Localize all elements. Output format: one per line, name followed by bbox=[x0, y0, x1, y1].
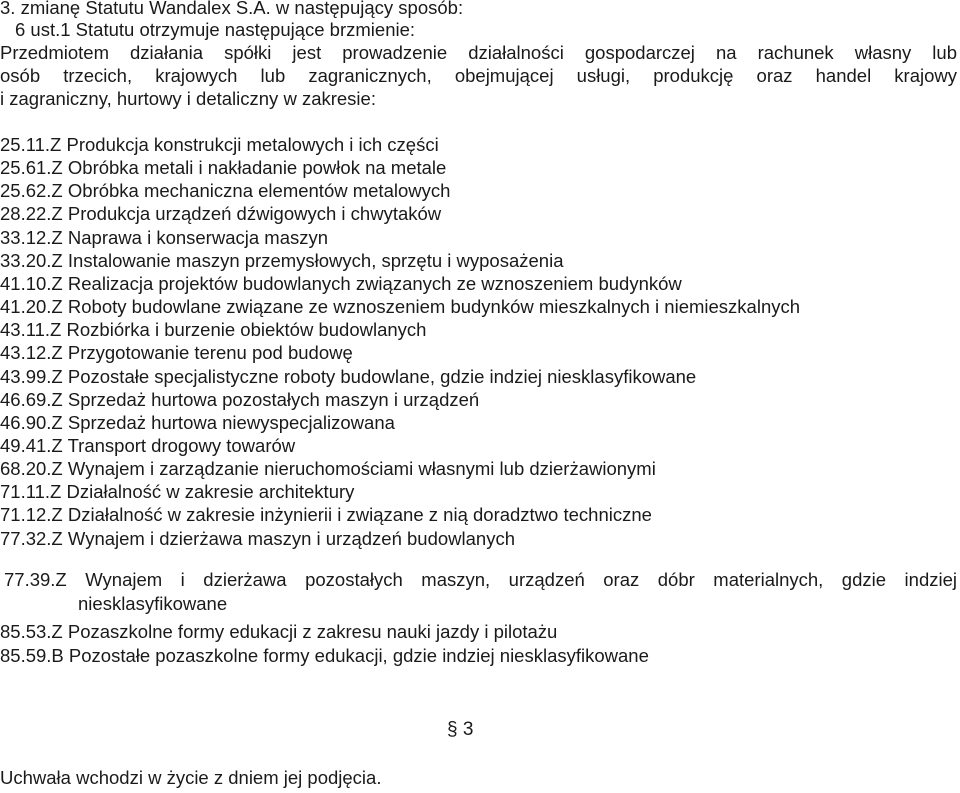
paragraph-line-1: Przedmiotem działania spółki jest prowadzenie działalności gospodarczej na rachunek własny lub bbox=[0, 42, 957, 63]
pkd-code: 77.32.Z bbox=[0, 527, 63, 549]
pkd-item-7739-line-2: niesklasyfikowane bbox=[78, 593, 228, 614]
pkd-code: 41.20.Z bbox=[0, 296, 63, 318]
pkd-description: Produkcja konstrukcji metalowych i ich części bbox=[66, 134, 439, 155]
pkd-item-tail-1 bbox=[0, 645, 649, 667]
pkd-code: 33.12.Z bbox=[0, 226, 63, 248]
pkd-description: Obróbka mechaniczna elementów metalowych bbox=[67, 180, 451, 202]
pkd-code: 85.53.Z bbox=[0, 621, 63, 642]
pkd-item-6 bbox=[0, 273, 682, 295]
pkd-code: 28.22.Z bbox=[0, 203, 63, 225]
pkd-code: 71.12.Z bbox=[0, 504, 63, 526]
pkd-description: Przygotowanie terenu pod budowę bbox=[67, 342, 353, 364]
pkd-item-tail-0 bbox=[0, 621, 557, 643]
pkd-code: 46.90.Z bbox=[0, 411, 63, 433]
pkd-description: Rozbiórka i burzenie obiektów budowlanych bbox=[66, 319, 427, 341]
pkd-code: 33.20.Z bbox=[0, 249, 63, 271]
pkd-description: Obróbka metali i nakładanie powłok na metale bbox=[67, 157, 447, 179]
pkd-description: Naprawa i konserwacja maszyn bbox=[67, 226, 329, 248]
pkd-description: Roboty budowlane związane ze wznoszeniem budynków mieszkalnych i niemieszkalnych bbox=[67, 296, 801, 318]
pkd-code: 43.11.Z bbox=[0, 319, 62, 341]
pkd-code: 43.12.Z bbox=[0, 342, 63, 364]
pkd-item-8 bbox=[0, 319, 426, 341]
pkd-code: 46.69.Z bbox=[0, 388, 63, 410]
pkd-description: Transport drogowy towarów bbox=[67, 434, 296, 456]
pkd-description: Działalność w zakresie architektury bbox=[66, 481, 355, 503]
pkd-item-3 bbox=[0, 203, 441, 225]
pkd-code: 25.62.Z bbox=[0, 180, 63, 202]
pkd-item-17 bbox=[0, 528, 515, 550]
pkd-item-15 bbox=[0, 481, 354, 503]
pkd-description: Realizacja projektów budowlanych związanych ze wznoszeniem budynków bbox=[67, 272, 682, 294]
paragraph-line-2: osób trzecich, krajowych lub zagranicznych, obejmującej usługi, produkcję oraz handel krajowy bbox=[0, 65, 957, 86]
pkd-item-1 bbox=[0, 157, 446, 179]
pkd-description: Wynajem i dzierżawa maszyn i urządzeń budowlanych bbox=[67, 527, 516, 549]
section-mark: § 3 bbox=[447, 719, 474, 740]
pkd-code: 25.61.Z bbox=[0, 157, 63, 179]
pkd-code: 71.11.Z bbox=[0, 481, 62, 503]
pkd-item-12 bbox=[0, 412, 395, 434]
pkd-item-5 bbox=[0, 250, 564, 272]
pkd-item-13 bbox=[0, 435, 295, 457]
pkd-item-7 bbox=[0, 296, 800, 318]
pkd-item-4 bbox=[0, 227, 328, 249]
pkd-item-10 bbox=[0, 366, 696, 388]
pkd-description: Instalowanie maszyn przemysłowych, sprzętu i wyposażenia bbox=[67, 249, 564, 271]
pkd-description: Sprzedaż hurtowa niewyspecjalizowana bbox=[67, 411, 395, 433]
pkd-item-11 bbox=[0, 389, 479, 411]
subpoint-heading: 6 ust.1 Statutu otrzymuje następujące brzmienie: bbox=[15, 19, 416, 40]
pkd-item-7739-line-1: 77.39.Z Wynajem i dzierżawa pozostałych maszyn, urządzeń oraz dóbr materialnych, gdzie indziej bbox=[4, 569, 957, 590]
pkd-item-9 bbox=[0, 342, 353, 364]
pkd-description: Sprzedaż hurtowa pozostałych maszyn i urządzeń bbox=[67, 388, 480, 410]
pkd-code: 41.10.Z bbox=[0, 272, 63, 294]
point-3-heading: 3. zmianę Statutu Wandalex S.A. w następujący sposób: bbox=[0, 0, 464, 18]
pkd-code: 43.99.Z bbox=[0, 365, 63, 387]
pkd-description: Produkcja urządzeń dźwigowych i chwytaków bbox=[67, 203, 442, 225]
pkd-item-14 bbox=[0, 458, 656, 480]
pkd-description: Wynajem i zarządzanie nieruchomościami własnymi lub dzierżawionymi bbox=[67, 458, 656, 480]
pkd-description: Pozostałe pozaszkolne formy edukacji, gdzie indziej niesklasyfikowane bbox=[68, 644, 649, 666]
pkd-code: 85.59.B bbox=[0, 644, 64, 666]
pkd-code: 49.41.Z bbox=[0, 434, 63, 456]
closing-statement: Uchwała wchodzi w życie z dniem jej podjęcia. bbox=[0, 767, 382, 788]
pkd-item-2 bbox=[0, 180, 450, 202]
pkd-item-0 bbox=[0, 134, 439, 156]
pkd-description: Działalność w zakresie inżynierii i związane z nią doradztwo techniczne bbox=[67, 504, 652, 526]
pkd-description: Pozostałe specjalistyczne roboty budowlane, gdzie indziej niesklasyfikowane bbox=[67, 365, 697, 387]
pkd-item-16 bbox=[0, 504, 652, 526]
pkd-code: 25.11.Z bbox=[0, 134, 62, 155]
pkd-code: 68.20.Z bbox=[0, 458, 63, 480]
pkd-description: Pozaszkolne formy edukacji z zakresu nauki jazdy i pilotażu bbox=[67, 621, 558, 642]
paragraph-line-3: i zagraniczny, hurtowy i detaliczny w zakresie: bbox=[0, 88, 376, 109]
